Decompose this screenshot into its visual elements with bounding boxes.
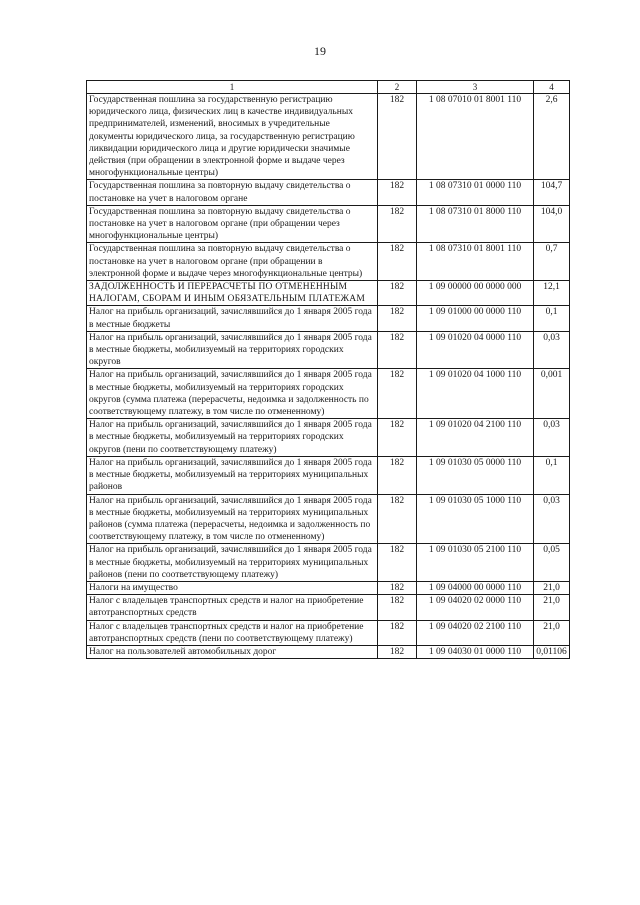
row-name: Государственная пошлина за повторную выдачу свидетельства о постановке на учет в налоговом органе (при обращении через многофункциональные центры) [87, 205, 378, 243]
row-value: 0,001 [534, 369, 570, 419]
row-name: ЗАДОЛЖЕННОСТЬ И ПЕРЕРАСЧЕТЫ ПО ОТМЕНЕННЫМ НАЛОГАМ, СБОРАМ И ИНЫМ ОБЯЗАТЕЛЬНЫМ ПЛАТЕЖАМ [87, 281, 378, 306]
row-budget-code: 1 09 01000 00 0000 110 [417, 306, 534, 331]
row-admin-code: 182 [378, 581, 417, 594]
row-name: Налог с владельцев транспортных средств и налог на приобретение автотранспортных средств (пени по соответствующему платежу) [87, 620, 378, 645]
row-budget-code: 1 09 01020 04 2100 110 [417, 419, 534, 457]
table-row [87, 331, 570, 369]
row-value: 0,7 [534, 243, 570, 281]
header-col-1: 1 [87, 81, 378, 94]
row-admin-code: 182 [378, 456, 417, 494]
row-budget-code: 1 09 04030 01 0000 110 [417, 645, 534, 658]
header-col-3: 3 [417, 81, 534, 94]
header-col-2: 2 [378, 81, 417, 94]
row-name: Налог на прибыль организаций, зачислявшийся до 1 января 2005 года в местные бюджеты, мобилизуемый на территориях муниципальных районов (сумма платежа (перерасчеты, недоимка и задолженность по соответствующему платежу, в том числе по отмененному) [87, 494, 378, 544]
row-budget-code: 1 09 01030 05 1000 110 [417, 494, 534, 544]
row-name: Государственная пошлина за повторную выдачу свидетельства о постановке на учет в налоговом органе (при обращении в электронной форме и выдаче через многофункциональные центры) [87, 243, 378, 281]
row-budget-code: 1 08 07310 01 8001 110 [417, 243, 534, 281]
table-row [87, 544, 570, 582]
row-admin-code: 182 [378, 544, 417, 582]
row-name: Налог на прибыль организаций, зачислявшийся до 1 января 2005 года в местные бюджеты, мобилизуемый на территориях городских округов (сумма платежа (перерасчеты, недоимка и задолженность по соответствующему платежу, в том числе по отмененному) [87, 369, 378, 419]
table-row [87, 581, 570, 594]
row-name: Государственная пошлина за повторную выдачу свидетельства о постановке на учет в налоговом органе [87, 180, 378, 205]
row-budget-code: 1 09 04000 00 0000 110 [417, 581, 534, 594]
row-value: 104,0 [534, 205, 570, 243]
row-budget-code: 1 09 04020 02 2100 110 [417, 620, 534, 645]
row-budget-code: 1 09 04020 02 0000 110 [417, 595, 534, 620]
table-row [87, 494, 570, 544]
row-admin-code: 182 [378, 180, 417, 205]
row-admin-code: 182 [378, 369, 417, 419]
row-value: 2,6 [534, 94, 570, 180]
row-value: 0,1 [534, 306, 570, 331]
row-admin-code: 182 [378, 595, 417, 620]
row-value: 0,01106 [534, 645, 570, 658]
row-value: 21,0 [534, 595, 570, 620]
revenue-table [86, 80, 570, 659]
page-number: 19 [314, 44, 326, 58]
row-value: 104,7 [534, 180, 570, 205]
row-name: Налог на прибыль организаций, зачислявшийся до 1 января 2005 года в местные бюджеты [87, 306, 378, 331]
row-budget-code: 1 09 00000 00 0000 000 [417, 281, 534, 306]
row-admin-code: 182 [378, 419, 417, 457]
table-row [87, 369, 570, 419]
row-admin-code: 182 [378, 620, 417, 645]
row-budget-code: 1 09 01030 05 2100 110 [417, 544, 534, 582]
row-name: Налог на прибыль организаций, зачислявшийся до 1 января 2005 года в местные бюджеты, мобилизуемый на территориях муниципальных районов (пени по соответствующему платежу) [87, 544, 378, 582]
row-value: 21,0 [534, 620, 570, 645]
row-admin-code: 182 [378, 331, 417, 369]
table-row [87, 645, 570, 658]
row-name: Налоги на имущество [87, 581, 378, 594]
header-col-4: 4 [534, 81, 570, 94]
table-header-row [87, 81, 570, 94]
row-budget-code: 1 09 01020 04 1000 110 [417, 369, 534, 419]
row-admin-code: 182 [378, 306, 417, 331]
row-value: 12,1 [534, 281, 570, 306]
row-admin-code: 182 [378, 645, 417, 658]
row-name: Налог с владельцев транспортных средств и налог на приобретение автотранспортных средств [87, 595, 378, 620]
table-row [87, 243, 570, 281]
row-admin-code: 182 [378, 205, 417, 243]
row-budget-code: 1 09 01030 05 0000 110 [417, 456, 534, 494]
table-row [87, 306, 570, 331]
table-row [87, 456, 570, 494]
row-name: Налог на прибыль организаций, зачислявшийся до 1 января 2005 года в местные бюджеты, мобилизуемый на территориях городских округов [87, 331, 378, 369]
row-budget-code: 1 08 07010 01 8001 110 [417, 94, 534, 180]
table-row [87, 419, 570, 457]
row-value: 0,1 [534, 456, 570, 494]
row-value: 0,03 [534, 494, 570, 544]
row-value: 21,0 [534, 581, 570, 594]
table-row [87, 620, 570, 645]
row-name: Государственная пошлина за государственную регистрацию юридического лица, физических лиц в качестве индивидуальных предпринимателей, изменений, вносимых в учредительные документы юридического лица, за государственную регистрацию ликвидации юридического лица и другие юридически значимые действия (при обращении в электронной форме и выдаче через многофункциональные центры) [87, 94, 378, 180]
row-value: 0,03 [534, 331, 570, 369]
row-budget-code: 1 08 07310 01 0000 110 [417, 180, 534, 205]
row-name: Налог на пользователей автомобильных дорог [87, 645, 378, 658]
table-row [87, 205, 570, 243]
table-row [87, 595, 570, 620]
row-budget-code: 1 08 07310 01 8000 110 [417, 205, 534, 243]
row-name: Налог на прибыль организаций, зачислявшийся до 1 января 2005 года в местные бюджеты, мобилизуемый на территориях муниципальных районов [87, 456, 378, 494]
row-value: 0,03 [534, 419, 570, 457]
row-admin-code: 182 [378, 94, 417, 180]
table-row [87, 94, 570, 180]
row-admin-code: 182 [378, 494, 417, 544]
row-value: 0,05 [534, 544, 570, 582]
row-budget-code: 1 09 01020 04 0000 110 [417, 331, 534, 369]
table-row [87, 180, 570, 205]
row-admin-code: 182 [378, 243, 417, 281]
row-name: Налог на прибыль организаций, зачислявшийся до 1 января 2005 года в местные бюджеты, мобилизуемый на территориях городских округов (пени по соответствующему платежу) [87, 419, 378, 457]
table-row-section [87, 281, 570, 306]
row-admin-code: 182 [378, 281, 417, 306]
